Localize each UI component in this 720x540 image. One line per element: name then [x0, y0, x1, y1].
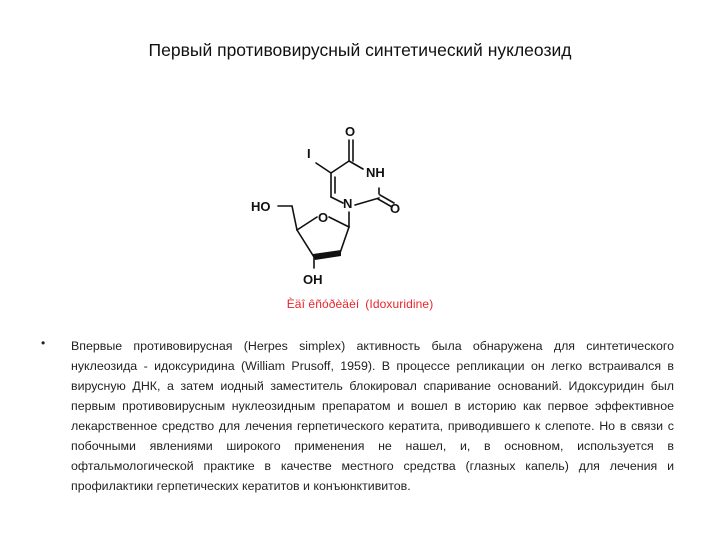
atom-iodine: I — [307, 146, 311, 161]
bond-c4-n3 — [349, 161, 363, 169]
atom-n: N — [343, 196, 353, 211]
bond-c4prime-c3prime — [297, 230, 314, 257]
atom-oxygen-top: O — [345, 124, 356, 139]
atom-oh: OH — [303, 272, 323, 287]
caption-garbled: Èäî êñóðèäèí — [286, 297, 360, 311]
bond-c1prime-o — [329, 217, 349, 227]
atom-nh: NH — [366, 165, 385, 180]
bond-o-c4prime — [297, 217, 317, 230]
body-paragraph: Впервые противовирусная (Herpes simplex) активность была обнаружена для синтетического нуклеозида - идоксуридина (William Prusoff, 1959). В процессе репликации он легко встраивался в вирусную ДНК, а затем иодный заместитель блокировал спаривание оснований. Идоксуридин был первым противовирусным нуклеозидным препаратом и вошел в историю как первое эффективное лекарственное средство для лечения герпетического кератита, приводившего к слепоте. Но в связи с побочными явлениями широкого применения не нашел, и, в основном, используется в офтальмологической практике в качестве местного средства (глазных капель) для лечения и профилактики герпетических кератитов и конъюнктивитов. — [71, 339, 674, 493]
caption-latin: (Idoxuridine) — [365, 297, 434, 311]
bond-c2-n1 — [355, 198, 379, 205]
idoxuridine-structure — [230, 110, 490, 300]
bond-c2prime-c1prime — [340, 227, 349, 253]
figure-caption — [0, 297, 720, 311]
slide-title: Первый противовирусный синтетический нуклеозид — [148, 40, 572, 60]
bond-c5-iodine — [316, 163, 331, 173]
atom-oxygen-right: O — [390, 201, 401, 216]
bond-c3prime-c2prime-wedge — [313, 250, 341, 260]
atom-ring-oxygen: O — [318, 210, 329, 225]
bond-c4prime-c5prime — [292, 206, 297, 230]
atom-ho: HO — [251, 199, 271, 214]
bond-n1-c6 — [331, 197, 343, 203]
bullet-marker: • — [41, 336, 46, 350]
bond-c5-c4 — [331, 161, 349, 173]
structure-drawing — [230, 110, 490, 300]
